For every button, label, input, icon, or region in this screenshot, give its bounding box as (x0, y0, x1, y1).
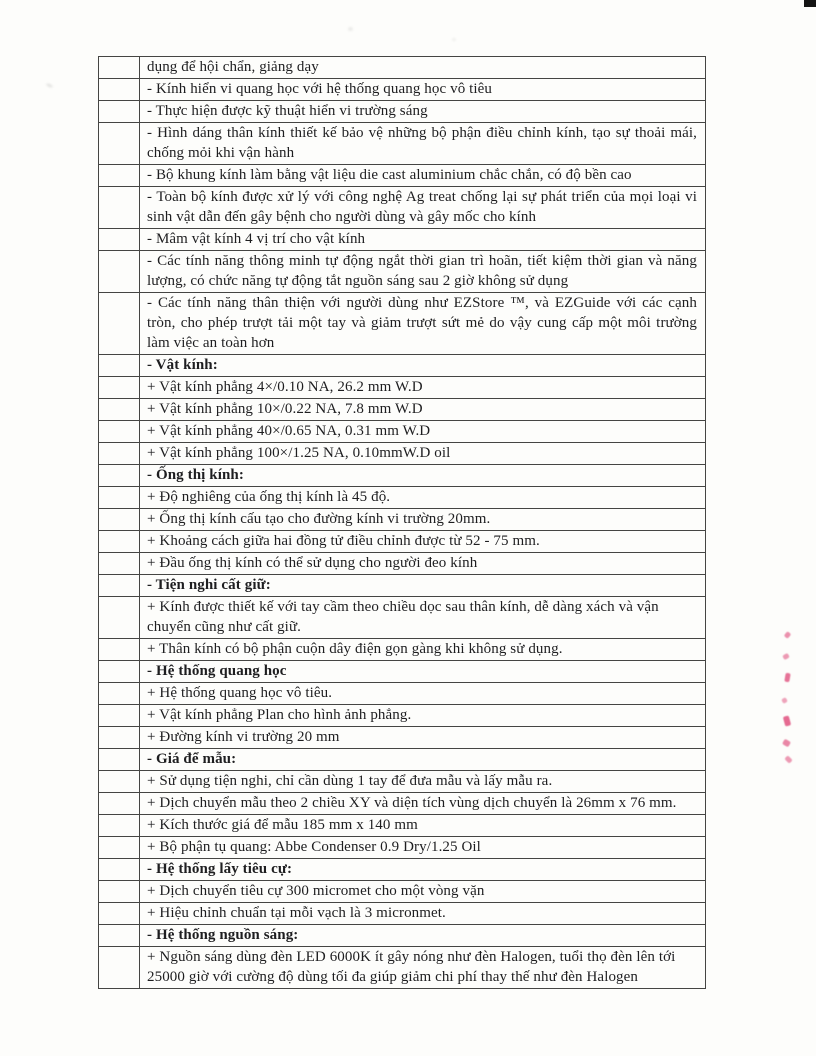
row-number-cell (99, 771, 140, 793)
row-number-cell (99, 57, 140, 79)
table-row (99, 57, 706, 79)
table-row (99, 229, 706, 251)
spec-text: - Toàn bộ kính được xử lý với công nghệ Ag treat chống lại sự phát triển của mọi loại vi sinh vật dẫn đến gây bệnh cho người dùng và gây mốc cho kính (140, 187, 706, 229)
spec-text: + Dịch chuyển mẫu theo 2 chiều XY và diện tích vùng dịch chuyển là 26mm x 76 mm. (140, 793, 706, 815)
table-row (99, 597, 706, 639)
row-number-cell (99, 355, 140, 377)
table-row (99, 553, 706, 575)
row-number-cell (99, 293, 140, 355)
red-ink-mark (782, 653, 790, 660)
row-number-cell (99, 229, 140, 251)
scan-red-ink-marks (781, 628, 795, 773)
table-row (99, 859, 706, 881)
table-row (99, 421, 706, 443)
spec-text: + Kính được thiết kế với tay cầm theo chiều dọc sau thân kính, dễ dàng xách và vận chuyển cũng như cất giữ. (140, 597, 706, 639)
spec-text: - Thực hiện được kỹ thuật hiển vi trường sáng (140, 101, 706, 123)
row-number-cell (99, 575, 140, 597)
spec-text: - Hệ thống quang học (140, 661, 706, 683)
row-number-cell (99, 859, 140, 881)
spec-table-body (99, 57, 706, 989)
table-row (99, 101, 706, 123)
row-number-cell (99, 509, 140, 531)
row-number-cell (99, 925, 140, 947)
table-row (99, 661, 706, 683)
spec-text: + Kích thước giá để mẫu 185 mm x 140 mm (140, 815, 706, 837)
red-ink-mark (782, 739, 791, 748)
spec-text: + Hệ thống quang học vô tiêu. (140, 683, 706, 705)
table-row (99, 815, 706, 837)
table-row (99, 903, 706, 925)
spec-text: - Hệ thống lấy tiêu cự: (140, 859, 706, 881)
row-number-cell (99, 487, 140, 509)
table-row (99, 123, 706, 165)
spec-text: - Ống thị kính: (140, 465, 706, 487)
spec-text: + Vật kính phẳng 100×/1.25 NA, 0.10mmW.D oil (140, 443, 706, 465)
table-row (99, 531, 706, 553)
spec-text: + Bộ phận tụ quang: Abbe Condenser 0.9 Dry/1.25 Oil (140, 837, 706, 859)
red-ink-mark (783, 715, 791, 726)
row-number-cell (99, 903, 140, 925)
table-row (99, 79, 706, 101)
red-ink-mark (784, 755, 792, 763)
spec-text: + Hiệu chỉnh chuẩn tại mỗi vạch là 3 micronmet. (140, 903, 706, 925)
red-ink-mark (781, 697, 788, 704)
row-number-cell (99, 531, 140, 553)
table-row (99, 683, 706, 705)
spec-text: - Hình dáng thân kính thiết kế bảo vệ những bộ phận điều chỉnh kính, tạo sự thoải mái, chống mỏi khi vận hành (140, 123, 706, 165)
table-row (99, 575, 706, 597)
spec-text: + Vật kính phẳng 40×/0.65 NA, 0.31 mm W.D (140, 421, 706, 443)
row-number-cell (99, 749, 140, 771)
row-number-cell (99, 421, 140, 443)
spec-text: + Thân kính có bộ phận cuộn dây điện gọn gàng khi không sử dụng. (140, 639, 706, 661)
row-number-cell (99, 661, 140, 683)
row-number-cell (99, 881, 140, 903)
row-number-cell (99, 101, 140, 123)
table-row (99, 925, 706, 947)
row-number-cell (99, 187, 140, 229)
row-number-cell (99, 553, 140, 575)
spec-text: + Đầu ống thị kính có thể sử dụng cho người đeo kính (140, 553, 706, 575)
table-row (99, 771, 706, 793)
table-row (99, 947, 706, 989)
spec-text: + Sử dụng tiện nghi, chỉ cần dùng 1 tay để đưa mẫu và lấy mẫu ra. (140, 771, 706, 793)
row-number-cell (99, 837, 140, 859)
row-number-cell (99, 79, 140, 101)
spec-text: + Đường kính vi trường 20 mm (140, 727, 706, 749)
table-row (99, 793, 706, 815)
spec-text: + Vật kính phẳng 4×/0.10 NA, 26.2 mm W.D (140, 377, 706, 399)
scan-corner-artifact (804, 0, 816, 7)
row-number-cell (99, 683, 140, 705)
spec-table (98, 56, 706, 989)
spec-text: + Độ nghiêng của ống thị kính là 45 độ. (140, 487, 706, 509)
row-number-cell (99, 399, 140, 421)
table-row (99, 251, 706, 293)
spec-text: - Các tính năng thân thiện với người dùng như EZStore ™, và EZGuide với các cạnh tròn, cho phép trượt tải một tay và giảm trượt sứt mẻ do vậy cung cấp một môi trường làm việc an toàn hơn (140, 293, 706, 355)
spec-text: dụng để hội chẩn, giảng dạy (140, 57, 706, 79)
table-row (99, 705, 706, 727)
row-number-cell (99, 251, 140, 293)
spec-text: - Các tính năng thông minh tự động ngắt thời gian trì hoãn, tiết kiệm thời gian và năng lượng, có chức năng tự động tắt nguồn sáng sau 2 giờ không sử dụng (140, 251, 706, 293)
table-row (99, 881, 706, 903)
row-number-cell (99, 815, 140, 837)
spec-text: + Nguồn sáng dùng đèn LED 6000K ít gây nóng như đèn Halogen, tuổi thọ đèn lên tới 25000 giờ với cường độ dùng tối đa giúp giảm chi phí thay thế như đèn Halogen (140, 947, 706, 989)
row-number-cell (99, 639, 140, 661)
row-number-cell (99, 465, 140, 487)
red-ink-mark (784, 631, 792, 639)
table-row (99, 165, 706, 187)
spec-text: - Hệ thống nguồn sáng: (140, 925, 706, 947)
row-number-cell (99, 165, 140, 187)
table-row (99, 293, 706, 355)
scan-smudge (348, 27, 353, 31)
table-row (99, 727, 706, 749)
spec-text: + Ống thị kính cấu tạo cho đường kính vi trường 20mm. (140, 509, 706, 531)
scan-smudge (452, 38, 456, 41)
row-number-cell (99, 705, 140, 727)
table-row (99, 355, 706, 377)
red-ink-mark (784, 673, 790, 683)
spec-text: - Giá để mẫu: (140, 749, 706, 771)
row-number-cell (99, 727, 140, 749)
row-number-cell (99, 443, 140, 465)
table-row (99, 837, 706, 859)
spec-text: + Vật kính phẳng 10×/0.22 NA, 7.8 mm W.D (140, 399, 706, 421)
table-row (99, 399, 706, 421)
spec-text: - Kính hiển vi quang học với hệ thống quang học vô tiêu (140, 79, 706, 101)
table-row (99, 187, 706, 229)
table-row (99, 487, 706, 509)
row-number-cell (99, 377, 140, 399)
table-row (99, 639, 706, 661)
spec-text: - Vật kính: (140, 355, 706, 377)
table-row (99, 509, 706, 531)
table-row (99, 749, 706, 771)
table-row (99, 443, 706, 465)
spec-text: + Vật kính phẳng Plan cho hình ảnh phẳng. (140, 705, 706, 727)
spec-text: + Dịch chuyển tiêu cự 300 micromet cho một vòng vặn (140, 881, 706, 903)
row-number-cell (99, 597, 140, 639)
spec-text: - Bộ khung kính làm bằng vật liệu die cast aluminium chắc chắn, có độ bền cao (140, 165, 706, 187)
spec-text: + Khoảng cách giữa hai đồng tử điều chỉnh được từ 52 - 75 mm. (140, 531, 706, 553)
row-number-cell (99, 947, 140, 989)
table-row (99, 377, 706, 399)
scan-smudge (46, 83, 54, 89)
table-row (99, 465, 706, 487)
spec-text: - Tiện nghi cất giữ: (140, 575, 706, 597)
row-number-cell (99, 123, 140, 165)
row-number-cell (99, 793, 140, 815)
spec-text: - Mâm vật kính 4 vị trí cho vật kính (140, 229, 706, 251)
